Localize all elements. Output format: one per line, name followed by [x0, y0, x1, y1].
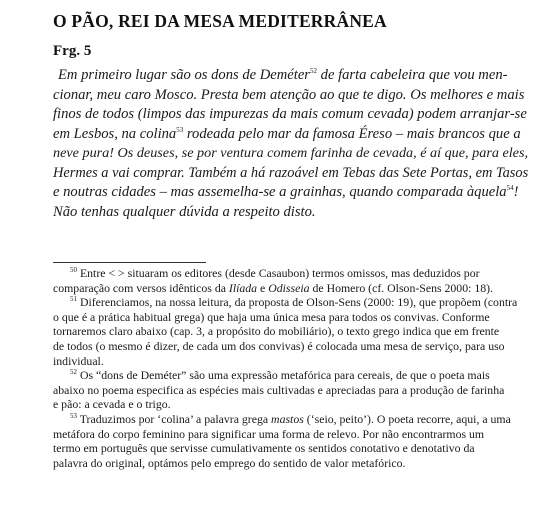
footnote-50: $^{50}$ Entre < > situaram os editores (desde Casaubon) termos omissos, mas deduzidos por comparação com versos idênticos da Ilíada e Odisseia de Homero (cf. Olson-Sens 2000: 18). [53, 266, 494, 295]
footnote-ref-54[interactable]: 54 [506, 184, 514, 193]
footnote-divider [53, 262, 206, 263]
text-line: cionar, meu caro Mosco. Presta bem atenção ao que te digo. Os melhores e mais [53, 86, 525, 103]
text-line: neve pura! Os deuses, se por ventura comem farinha de cevada, é aí que, para eles, [53, 145, 529, 161]
footnote-52: $^{52}$ Os “dons de Deméter” são uma expressão metafórica para cereais, de que o poeta mais abaixo no poema especifica as espécies mais cultivadas e apreciadas para a produção de farinha e pão: a cevada e o trigo. [53, 368, 505, 412]
footnote-53: $^{53}$ Traduzimos por ‘colina’ a palavra grega mastos (‘seio, peito’). O poeta recorre, aqui, a uma metáfora do corpo feminino para significar uma forma de relevo. Por não encontrarmos um termo em português que servisse cumulativamente os sentidos conotativo e denotativo da palavra do original, optámos pelo emprego do sentido de valor metafórico. [53, 411, 511, 470]
chapter-title: O PÃO, REI DA MESA MEDITERRÂNEA [53, 11, 387, 31]
footnote-ref-52[interactable]: 52 [310, 67, 317, 76]
text-line: Em primeiro lugar são os dons de Deméter$^{52}$ de farta cabeleira que vou men- [58, 67, 508, 83]
footnote-ref-53[interactable]: 53 [176, 125, 184, 134]
footnotes [53, 266, 528, 470]
text-line: finos de todos (limpos das impurezas da mais comum cevada) podem arranjar-se [53, 106, 527, 122]
footnote-number: 50 [70, 266, 77, 275]
text-line: Hermes a vai comprar. Também a há razoável em Tebas das Sete Portas, em Tasos [53, 164, 529, 181]
text-line: e noutras cidades – mas assemelha-se a grainhas, quando comparada àquela$^{54}$! [53, 184, 519, 200]
footnote-number: 52 [70, 368, 77, 377]
fragment-text [53, 66, 528, 222]
fragment-heading: Frg. 5 [53, 43, 92, 59]
footnote-number: 53 [70, 412, 77, 421]
footnote-number: 51 [70, 295, 77, 304]
footnote-51: $^{51}$ Diferenciamos, na nossa leitura, da proposta de Olson-Sens (2000: 19), que propõem (contra o que é a prática habitual grega) que haja uma única mesa para todos os convivas. Conforme tornaremos claro abaixo (cap. 3, a propósito do mobiliário), o texto grego indica que em frente de todos (o mesmo é dizer, de cada um dos convivas) é colocada uma mesa de serviço, para uso individual. [53, 295, 518, 368]
text-line: em Lesbos, na colina$^{53}$ rodeada pelo mar da famosa Éreso – mais brancos que a [53, 125, 521, 142]
text-line: Não tenhas qualquer dúvida a respeito disto. [53, 203, 316, 220]
